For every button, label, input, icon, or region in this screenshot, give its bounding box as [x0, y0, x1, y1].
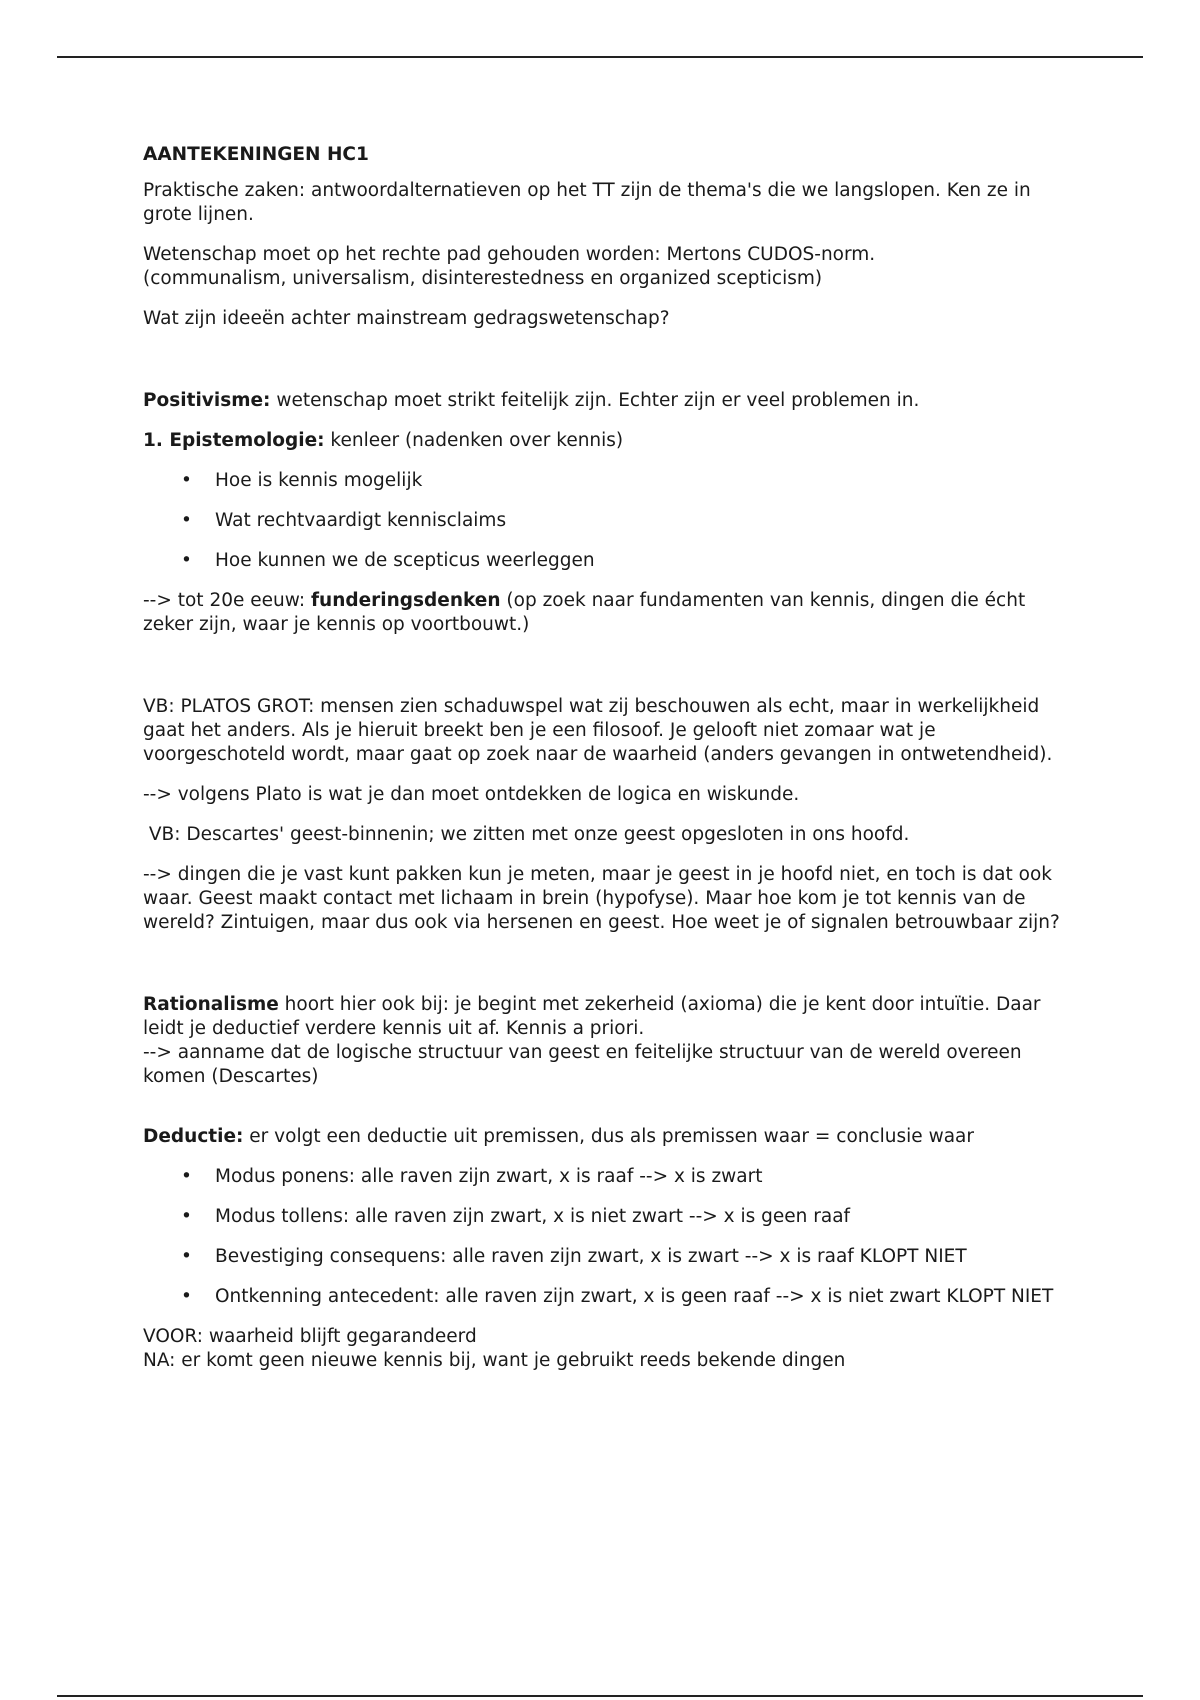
positivisme-text: wetenschap moet strikt feitelijk zijn. Echter zijn er veel problemen in.	[270, 390, 920, 411]
paragraph-deductie: Deductie: er volgt een deductie uit premissen, dus als premissen waar = conclusie waar	[143, 1126, 974, 1147]
header-rule	[57, 56, 1143, 58]
list-item: • Bevestiging consequens: alle raven zijn zwart, x is zwart --> x is raaf KLOPT NIET	[181, 1246, 967, 1267]
paragraph-descartes-conclusion: --> dingen die je vast kunt pakken kun je meten, maar je geest in je hoofd niet, en toch is dat ook waar. Geest maakt contact met lichaam in brein (hypofyse). Maar hoe kom je tot kennis van de wereld? Zintuigen, maar dus ook via hersenen en geest. Hoe weet je of signalen betrouwbaar zijn?	[143, 864, 1060, 933]
rationalisme-line2: --> aanname dat de logische structuur van geest en feitelijke structuur van de wereld overeen komen (Descartes)	[143, 1042, 1022, 1087]
cudos-line: Wetenschap moet op het rechte pad gehouden worden: Mertons CUDOS-norm.	[143, 244, 876, 265]
paragraph-plato-conclusion: --> volgens Plato is wat je dan moet ontdekken de logica en wiskunde.	[143, 784, 800, 805]
epistemologie-term: 1. Epistemologie:	[143, 430, 325, 451]
deductie-list	[143, 1165, 1063, 1309]
list-item: • Modus ponens: alle raven zijn zwart, x is raaf --> x is zwart	[181, 1166, 763, 1187]
paragraph-praktische-zaken: Praktische zaken: antwoordalternatieven op het TT zijn de thema's die we langslopen. Ken ze in grote lijnen.	[143, 180, 1031, 225]
paragraph-cudos	[143, 243, 1063, 291]
list-item: • Hoe is kennis mogelijk	[181, 470, 423, 491]
list-item: • Modus tollens: alle raven zijn zwart, x is niet zwart --> x is geen raaf	[181, 1206, 851, 1227]
epistemologie-text: kenleer (nadenken over kennis)	[324, 430, 624, 451]
document-body	[143, 143, 1063, 1373]
paragraph-funderingsdenken: --> tot 20e eeuw: funderingsdenken (op zoek naar fundamenten van kennis, dingen die écht zeker zijn, waar je kennis op voortbouwt.)	[143, 590, 1026, 635]
document-title: AANTEKENINGEN HC1	[143, 144, 369, 165]
paragraph-positivisme	[143, 389, 1063, 413]
list-item: • Ontkenning antecedent: alle raven zijn zwart, x is geen raaf --> x is niet zwart KLOPT NIET	[181, 1286, 1054, 1307]
paragraph-plato: VB: PLATOS GROT: mensen zien schaduwspel wat zij beschouwen als echt, maar in werkelijkheid gaat het anders. Als je hieruit breekt ben je een filosoof. Je gelooft niet zomaar wat je voorgeschoteld wordt, maar gaat op zoek naar de waarheid (anders gevangen in ontwetendheid).	[143, 696, 1053, 765]
voor-line: VOOR: waarheid blijft gegarandeerd	[143, 1326, 477, 1347]
paragraph-question: Wat zijn ideeën achter mainstream gedragswetenschap?	[143, 308, 670, 329]
cudos-list: (communalism, universalism, disinterestedness en organized scepticism)	[143, 268, 823, 289]
paragraph-descartes: VB: Descartes' geest-binnenin; we zitten met onze geest opgesloten in ons hoofd.	[143, 824, 910, 845]
footer-rule	[57, 1695, 1143, 1697]
list-item: • Hoe kunnen we de scepticus weerleggen	[181, 550, 595, 571]
funderingsdenken-term: funderingsdenken	[310, 590, 501, 611]
na-line: NA: er komt geen nieuwe kennis bij, want je gebruikt reeds bekende dingen	[143, 1350, 846, 1371]
deductie-term: Deductie:	[143, 1126, 244, 1147]
paragraph-epistemologie	[143, 429, 1063, 453]
positivisme-term: Positivisme:	[143, 390, 271, 411]
epistemologie-list	[143, 469, 1063, 573]
rationalisme-term: Rationalisme	[143, 994, 279, 1015]
paragraph-rationalisme: Rationalisme hoort hier ook bij: je begint met zekerheid (axioma) die je kent door intuïtie. Daar leidt je deductief verdere kennis uit af. Kennis a priori. --> aanname dat de logische structuur van geest en feitelijke structuur van de wereld overeen komen (Descartes)	[143, 993, 1063, 1089]
list-item: • Wat rechtvaardigt kennisclaims	[181, 510, 507, 531]
